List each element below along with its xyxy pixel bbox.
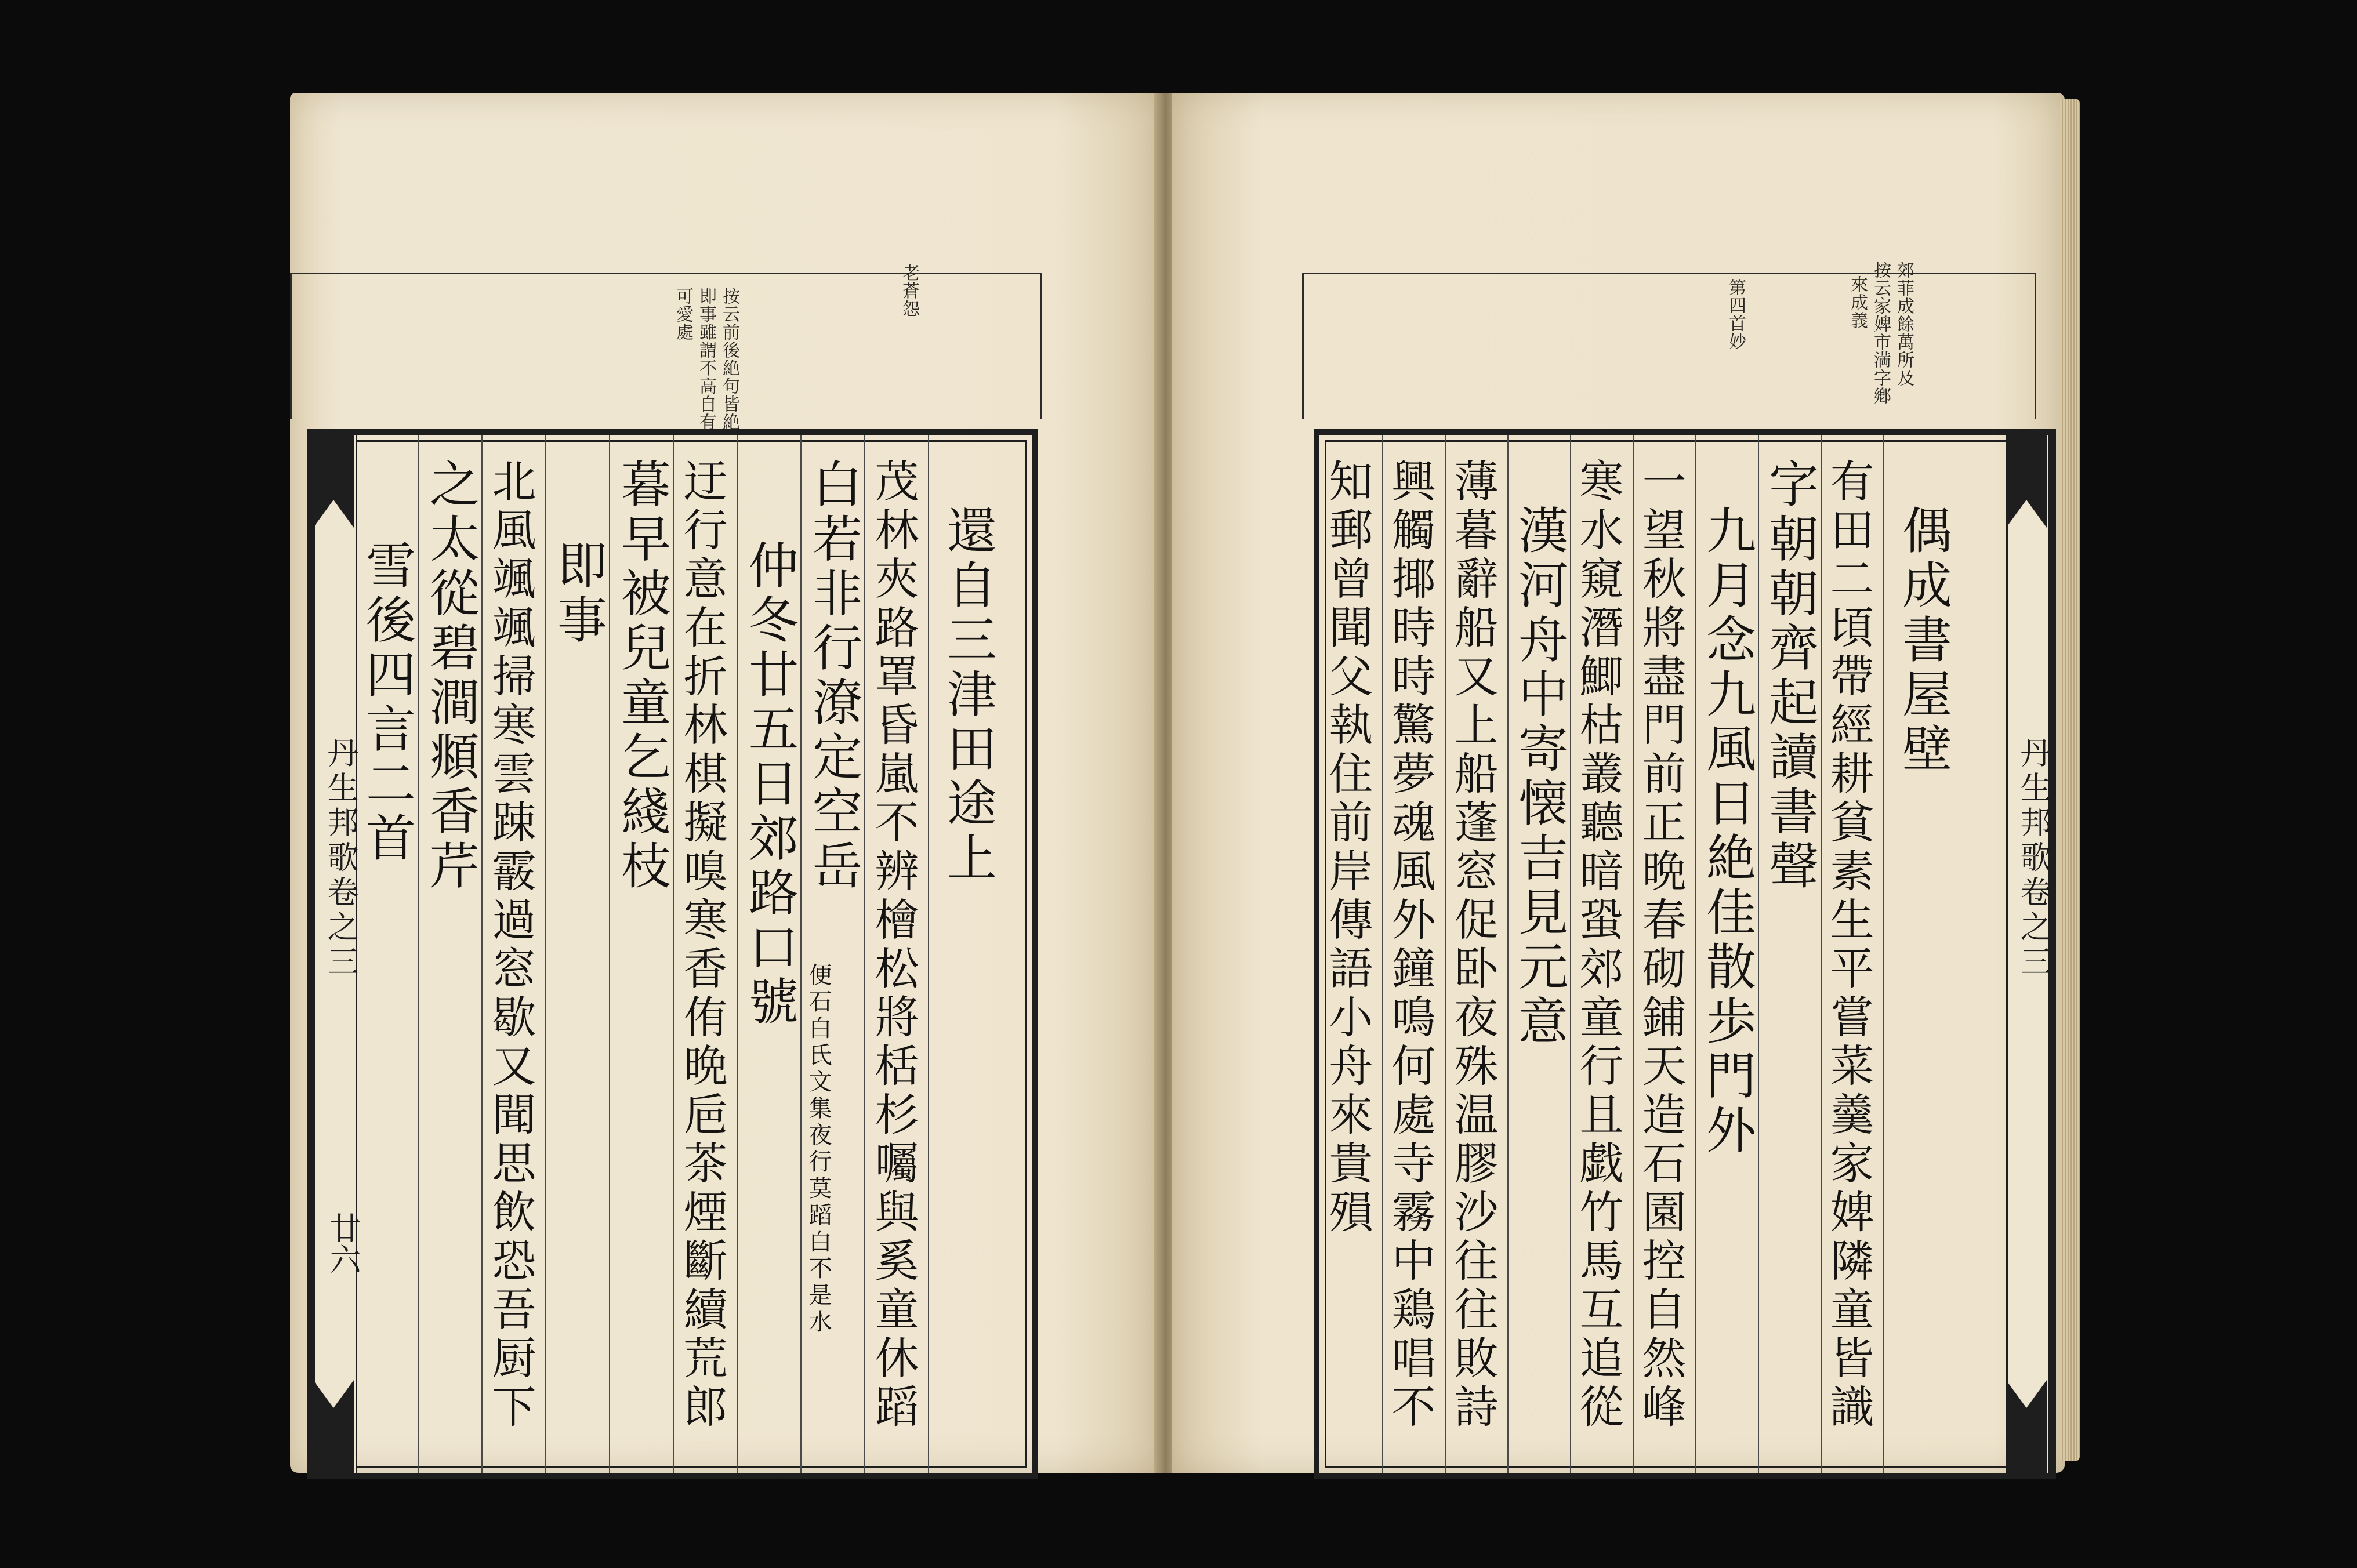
text-column <box>545 435 610 1473</box>
fishtail-mark-top <box>2006 435 2047 528</box>
poem-title: 偶成書屋壁 <box>1894 504 1952 777</box>
text-column <box>1883 435 1964 1473</box>
poem-line: 北風颯颯掃寒雲踈霰過窓歇又聞思飲恐吾厨下 <box>485 458 536 1432</box>
poem-line: 迂行意在折林棋擬嗅寒香侑晩巵茶煙斷續荒郎 <box>676 458 728 1432</box>
annotation-note: 來成義 <box>1847 275 1868 329</box>
text-column <box>737 435 802 1473</box>
annotation-note: 可愛處 <box>673 287 693 341</box>
annotation-note: 按云家婢市満字鄕 <box>1870 261 1891 405</box>
right-text-frame <box>1314 429 2056 1479</box>
page-edge-stack <box>2060 99 2080 1461</box>
annotation-note: 郊菲成餘萬所及 <box>1894 261 1914 387</box>
text-column <box>354 435 419 1473</box>
text-column <box>1445 435 1509 1473</box>
text-column <box>1570 435 1634 1473</box>
spine-label: 丹生邦歌卷之三 <box>2015 736 2052 980</box>
poem-line: 之太從碧澗頫香芹 <box>421 458 479 894</box>
open-book <box>290 93 2065 1473</box>
left-text-frame <box>307 429 1038 1479</box>
spine-strip <box>2006 435 2050 1473</box>
fishtail-mark-bottom <box>2006 1380 2047 1473</box>
poem-title: 仲冬廿五日郊路口號 <box>740 539 798 1030</box>
poem-title: 雪後四言二首 <box>357 539 415 866</box>
poem-line: 興觸揶時時驚夢魂風外鐘鳴何處寺霧中鶏唱不 <box>1384 458 1436 1432</box>
text-column <box>800 435 865 1473</box>
poem-line: 字朝朝齊起讀書聲 <box>1760 458 1818 894</box>
poem-line: 一望秋將盡門前正晩春砌鋪天造石園控自然峰 <box>1635 458 1687 1432</box>
text-column <box>1382 435 1446 1473</box>
poem-line: 寒水窺潛鯽枯叢聽暗蛩郊童行且戯竹馬互追從 <box>1572 458 1624 1432</box>
poem-title: 九月念九風日絶佳散歩門外 <box>1698 504 1756 1159</box>
poem-title: 還自三津田途上 <box>938 504 996 886</box>
text-column <box>864 435 929 1473</box>
text-column <box>418 435 483 1473</box>
left-page <box>290 93 1160 1473</box>
right-page <box>1172 93 2065 1473</box>
spine-label: 丹生邦歌卷之三 <box>322 736 359 980</box>
poem-line: 茂林夾路罩昏嵐不辨檜松將栝杉囑與奚童休蹈 <box>868 458 919 1432</box>
poem-line: 有田二頃帶經耕貧素生平嘗菜羹家婢隣童皆識 <box>1823 458 1874 1432</box>
poem-line: 暮早被兒童乞綫枝 <box>612 458 670 894</box>
text-column <box>609 435 674 1473</box>
poem-title: 漢河舟中寄懐吉見元意 <box>1510 504 1568 1050</box>
text-column <box>481 435 546 1473</box>
poem-line: 知郵曾聞父執住前岸傳語小舟來貴殞 <box>1322 458 1373 1237</box>
fishtail-mark-bottom <box>313 1380 354 1473</box>
text-column <box>1821 435 1884 1473</box>
text-column <box>1695 435 1759 1473</box>
text-column <box>673 435 738 1473</box>
text-column <box>1507 435 1571 1473</box>
poem-line: 薄暮辭船又上船蓬窓促卧夜殊温膠沙往往敗詩 <box>1447 458 1499 1432</box>
annotation-note: 按云前後絶句皆絶 <box>719 287 739 431</box>
annotation-note: 老蒼怨 <box>899 264 919 318</box>
text-column <box>1319 435 1383 1473</box>
upper-annotation-frame <box>290 273 1042 419</box>
poem-title: 即事 <box>549 539 607 648</box>
poem-gloss: 便石白氏文集夜行莫蹈白不是水 <box>805 963 832 1336</box>
text-column <box>928 435 1009 1473</box>
poem-line: 白若非行潦定空岳 <box>804 458 862 894</box>
folio-number: 廿六 <box>325 1212 361 1275</box>
fishtail-mark-top <box>313 435 354 528</box>
text-column <box>1633 435 1696 1473</box>
upper-annotation-frame <box>1302 273 2036 419</box>
annotation-note: 即事雖謂不高自有 <box>696 287 716 431</box>
annotation-note: 第四首妙 <box>1725 278 1746 350</box>
spine-strip <box>313 435 361 1473</box>
text-column <box>1758 435 1822 1473</box>
